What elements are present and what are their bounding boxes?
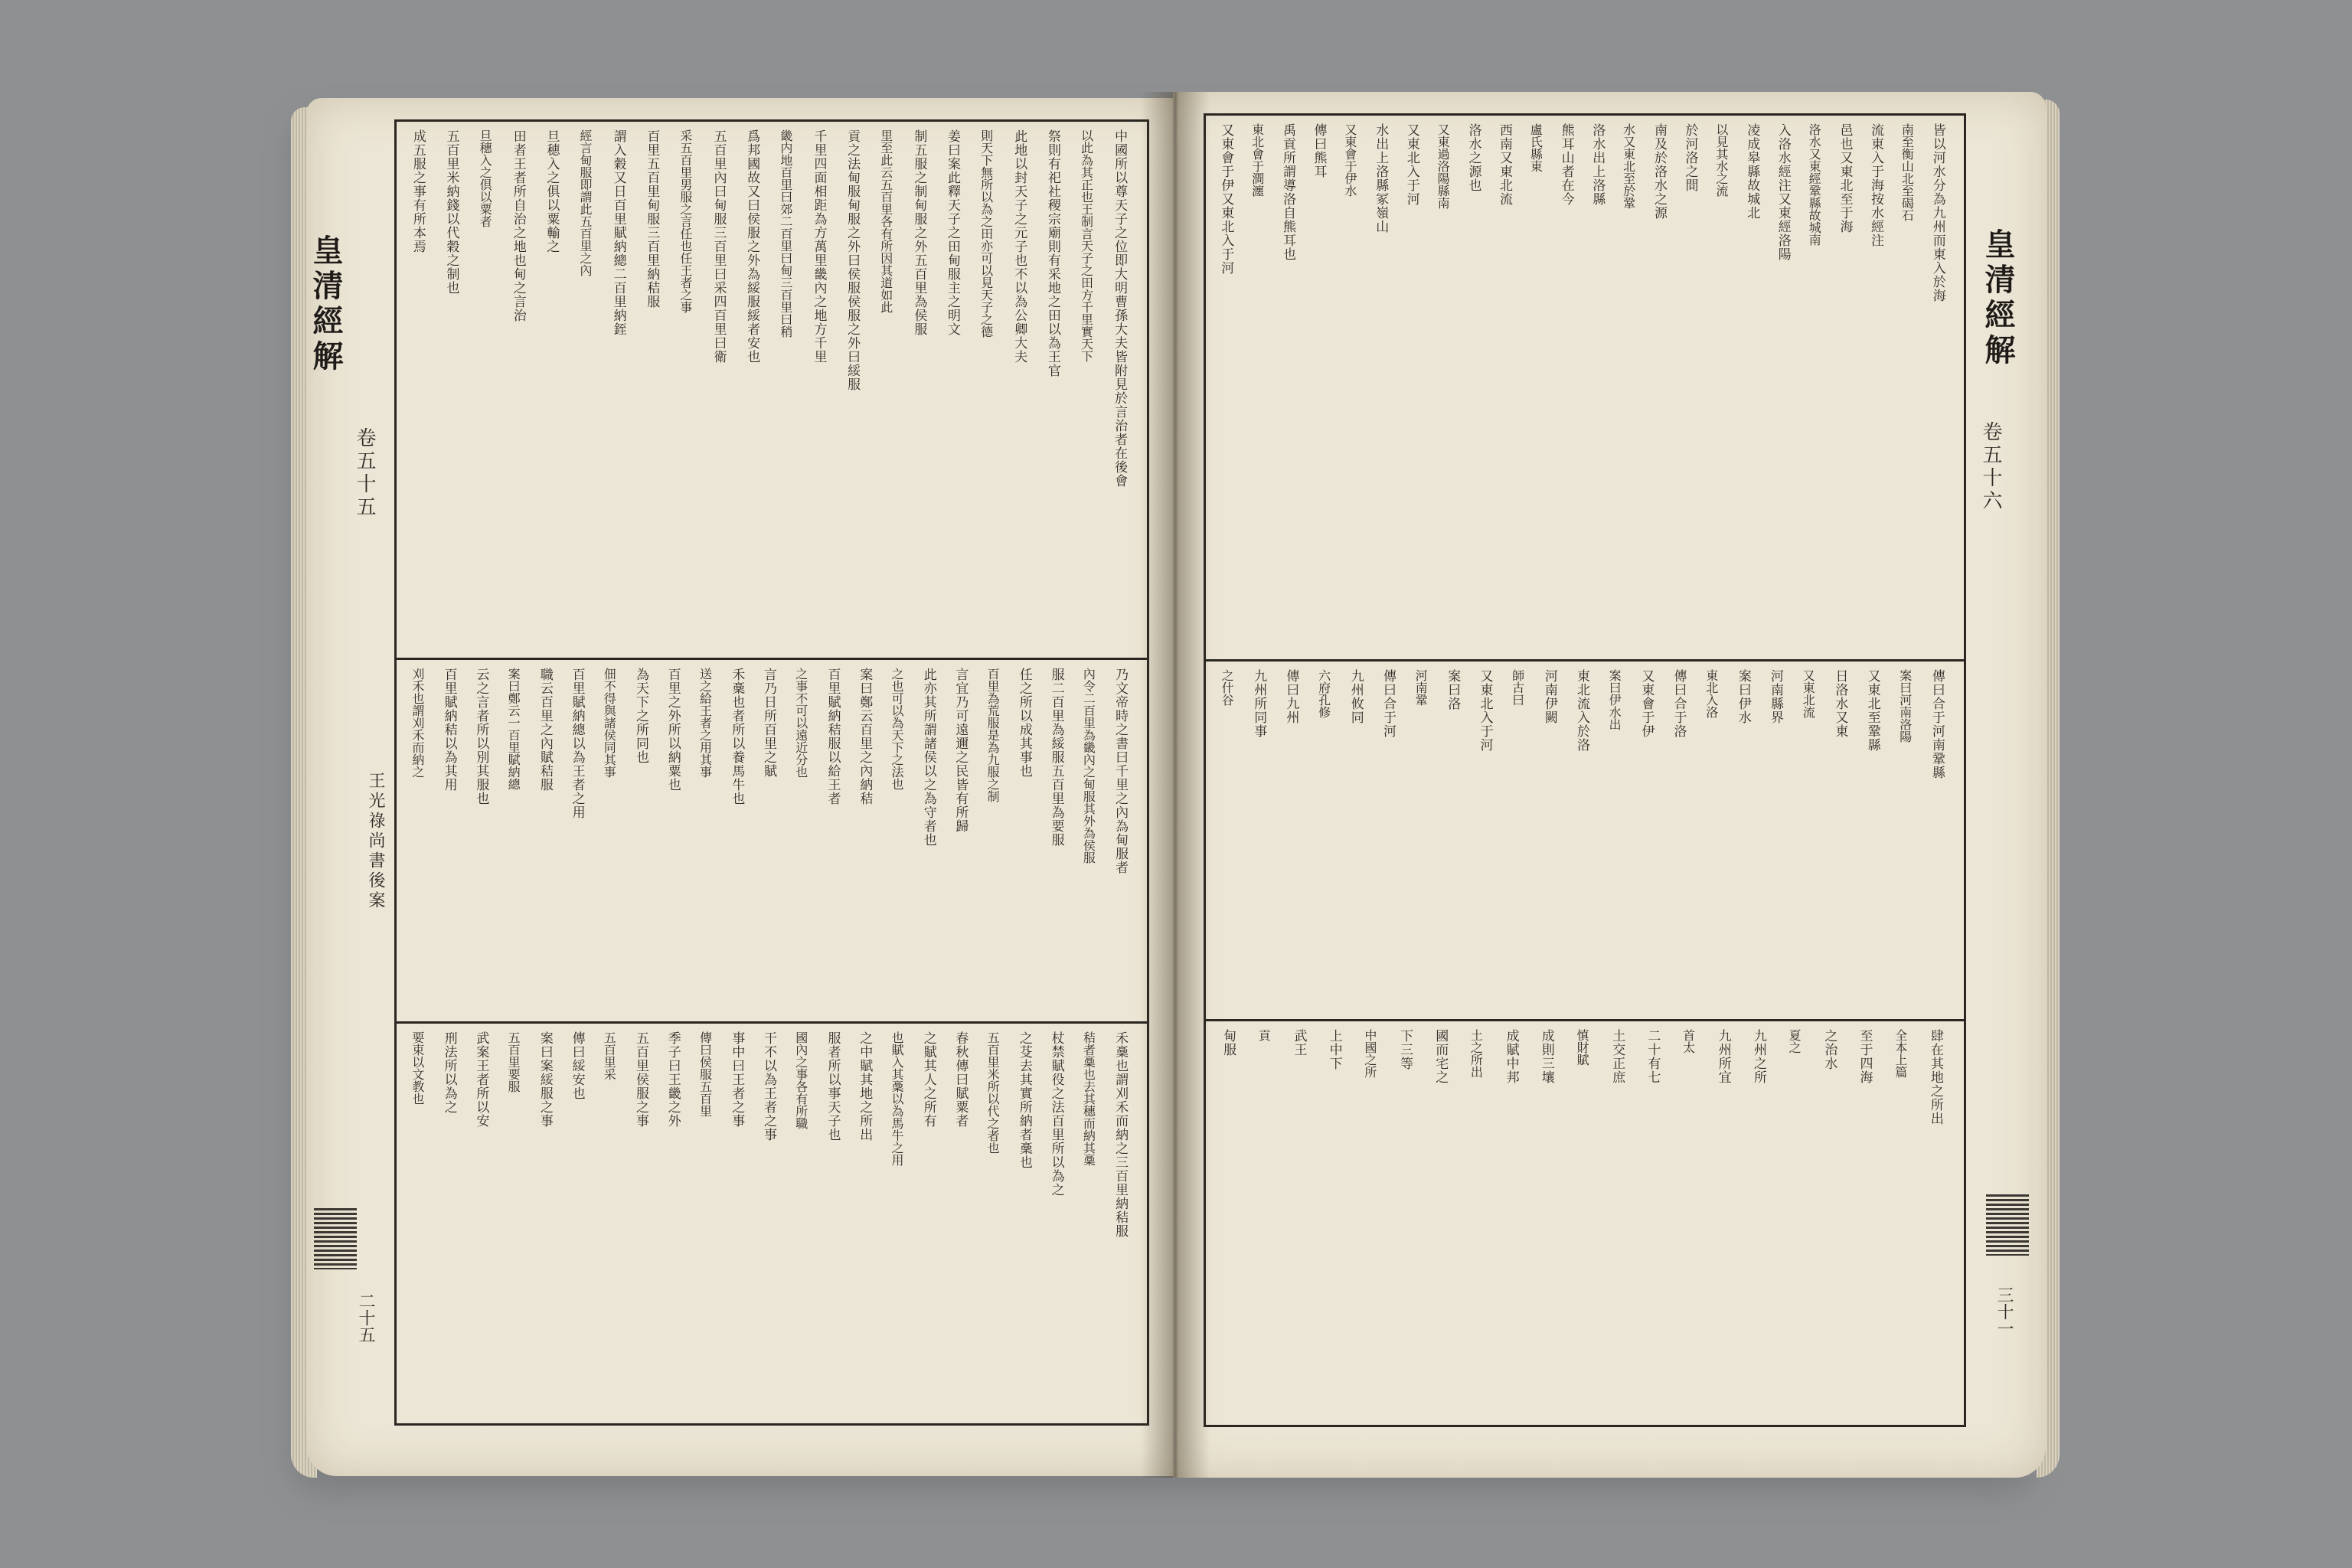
text-column: 首太 — [1681, 1029, 1696, 1054]
text-column: 九州攸同 — [1348, 669, 1364, 724]
right-page-number: 三十一 — [1994, 1286, 2014, 1337]
text-column: 河南鞏 — [1413, 669, 1429, 706]
text-column: 五百里米所以代之者也 — [985, 1031, 1001, 1154]
text-column: 春秋傳曰賦粟者 — [952, 1031, 969, 1128]
text-column: 案曰鄭云一百里賦納總 — [506, 668, 521, 790]
text-column: 此地以封天子之元子也不以為公卿大夫 — [1011, 129, 1027, 364]
text-column: 慎財賦 — [1575, 1029, 1589, 1066]
text-column: 邑也又東北至于海 — [1837, 123, 1853, 234]
text-column: 姜曰案此釋天子之田甸服主之明文 — [945, 129, 960, 336]
text-column: 中國之所 — [1362, 1029, 1377, 1078]
text-column: 以見其水之流 — [1713, 123, 1729, 197]
text-column: 禾稾也者所以養馬牛也 — [729, 668, 745, 805]
text-column: 秸者稾也去其穗而納其稾 — [1081, 1031, 1096, 1166]
text-column: 之賦其人之所有 — [920, 1031, 936, 1128]
text-column: 杖禁賦役之法百里所以為之 — [1048, 1031, 1064, 1197]
text-column: 五百里米納錢以代穀之制也 — [443, 129, 459, 295]
right-middle-register — [1206, 662, 1964, 1019]
text-column: 全本上篇 — [1893, 1029, 1908, 1078]
text-column: 土交正庶 — [1609, 1029, 1625, 1084]
text-column: 采五百里男服之言任也任王者之事 — [678, 129, 693, 313]
text-column: 千里四面相距為方萬里畿內之地方千里 — [811, 129, 827, 364]
text-column: 任之所以成其事也 — [1016, 668, 1032, 778]
text-column: 河南縣界 — [1768, 669, 1784, 724]
left-page-number: 二十五 — [356, 1292, 375, 1343]
text-column: 佃不得與諸侯同其事 — [602, 668, 617, 778]
text-column: 服二百里為綏服五百里為要服 — [1048, 668, 1064, 847]
text-column: 之事不可以遠近分也 — [793, 668, 808, 778]
text-column: 洛水出上洛縣 — [1589, 123, 1606, 206]
text-column: 內令二百里為畿內之甸服其外為侯服 — [1081, 668, 1096, 864]
text-column: 季子曰王畿之外 — [665, 1031, 681, 1128]
text-column: 傳曰合于河 — [1380, 669, 1396, 738]
text-column: 案曰案綏服之事 — [537, 1031, 553, 1128]
text-column: 下三等 — [1397, 1029, 1413, 1070]
text-column: 成賦中邦 — [1503, 1029, 1519, 1084]
text-column: 師古曰 — [1510, 669, 1525, 706]
text-column: 東北會于澗瀍 — [1250, 123, 1265, 197]
right-running-title: 皇清經解 — [1980, 228, 2016, 369]
text-column: 又東會于伊 — [1638, 669, 1655, 738]
text-column: 百里五百里甸服三百里納秸服 — [644, 129, 660, 309]
text-column: 又東北流 — [1801, 669, 1816, 718]
text-column: 要束以文教也 — [410, 1031, 425, 1105]
text-column: 水又東北至於鞏 — [1621, 123, 1636, 209]
text-column: 西南又東北流 — [1496, 123, 1512, 206]
text-column: 之治水 — [1821, 1029, 1838, 1070]
text-column: 也賦入其稾以為馬牛之用 — [889, 1031, 904, 1166]
text-column: 百里之外所以納粟也 — [665, 668, 681, 792]
text-column: 百里賦納秸以為其用 — [441, 668, 457, 792]
text-column: 又東北入于河 — [1403, 123, 1419, 206]
left-running-title: 皇清經解 — [308, 234, 344, 375]
text-column: 案曰鄭云百里之內納秸 — [857, 668, 873, 805]
text-column: 夏之 — [1787, 1029, 1802, 1054]
text-column: 禹貢所謂導洛自熊耳也 — [1280, 123, 1296, 261]
text-column: 此亦其所謂諸侯以之為守者也 — [920, 668, 936, 847]
text-column: 案曰伊水出 — [1607, 669, 1622, 730]
text-column: 祭則有祀社稷宗廟則有采地之田以為王官 — [1044, 129, 1060, 377]
text-column: 經言甸服即謂此五百里之內 — [578, 129, 593, 276]
text-column: 東北入洛 — [1704, 669, 1719, 718]
right-fish-tail-ornament — [1986, 1194, 2029, 1256]
text-column: 六府孔修 — [1316, 669, 1331, 718]
text-column: 洛水之源也 — [1465, 123, 1481, 192]
left-volume-label: 卷五十五 — [353, 427, 376, 519]
text-column: 言乃日所百里之賦 — [761, 668, 776, 778]
text-column: 九州所同事 — [1251, 669, 1267, 738]
text-column: 國內之事各有所職 — [793, 1031, 808, 1129]
text-column: 之也可以為天下之法也 — [889, 668, 904, 790]
text-column: 傳曰合于河南鞏縣 — [1929, 669, 1945, 779]
text-column: 云之言者所以別其服也 — [473, 668, 489, 805]
text-column: 傳曰合于洛 — [1671, 669, 1687, 738]
right-upper-register — [1206, 116, 1964, 659]
text-column: 傳曰侯服五百里 — [697, 1031, 713, 1117]
text-column: 河南伊闕 — [1541, 669, 1557, 724]
text-column: 傳曰九州 — [1283, 669, 1299, 724]
right-page-frame — [1204, 113, 1966, 1427]
right-volume-label: 卷五十六 — [1979, 421, 2002, 513]
text-column: 日洛水又東 — [1832, 669, 1848, 738]
left-page-frame — [394, 119, 1149, 1426]
text-column: 皆以河水分為九州而東入於海 — [1929, 123, 1945, 302]
text-column: 之芟去其實所納者稾也 — [1016, 1031, 1032, 1169]
text-column: 為天下之所同也 — [633, 668, 649, 764]
text-column: 水出上洛縣冢嶺山 — [1373, 123, 1389, 234]
text-column: 土之所出 — [1468, 1029, 1484, 1078]
text-column: 五百里侯服之事 — [633, 1031, 649, 1128]
text-column: 禾稾也謂刈禾而納之三百里納秸服 — [1112, 1031, 1129, 1238]
text-column: 南及於洛水之源 — [1651, 123, 1668, 220]
text-column: 案曰河南洛陽 — [1897, 669, 1913, 743]
text-column: 武案王者所以安 — [473, 1031, 489, 1128]
left-upper-register — [397, 122, 1147, 658]
text-column: 甸服 — [1220, 1029, 1236, 1057]
text-column: 九州所宜 — [1715, 1029, 1731, 1084]
text-column: 謂入穀又日百里賦納總二百里納銍 — [610, 129, 626, 336]
text-column: 旦穂入之俱以粟輸之 — [544, 129, 560, 253]
text-column: 流東入于海按水經注 — [1867, 123, 1883, 247]
text-column: 貢之法甸服甸服之外曰侯服侯服之外曰綏服 — [844, 129, 861, 391]
text-column: 田者王者所自治之地也甸之言治 — [510, 129, 526, 322]
text-column: 旦穗入之倶以粟者 — [478, 129, 493, 227]
text-column: 二十有七 — [1645, 1029, 1661, 1084]
text-column: 案曰洛 — [1445, 669, 1461, 710]
text-column: 成五服之事有所本焉 — [410, 129, 426, 253]
text-column: 里至此云五百里各有所因其道如此 — [878, 129, 893, 313]
text-column: 事中曰王者之事 — [729, 1031, 745, 1128]
text-column: 五百里要服 — [506, 1031, 521, 1093]
text-column: 百里為荒服是為九服之制 — [985, 668, 1001, 802]
text-column: 送之給王者之用其事 — [697, 668, 713, 778]
text-column: 盧氏縣東 — [1528, 123, 1544, 172]
text-column: 洛水又東經鞏縣故城南 — [1807, 123, 1822, 246]
text-column: 成則三壤 — [1538, 1029, 1554, 1084]
text-column: 又東會于伊水 — [1342, 123, 1357, 197]
text-column: 東北流入於洛 — [1574, 669, 1589, 752]
text-column: 爲邦國故又曰侯服之外為綏服綏者安也 — [744, 129, 760, 364]
text-column: 服者所以事天子也 — [825, 1031, 841, 1142]
text-column: 案曰伊水 — [1735, 669, 1751, 724]
book-gutter — [1141, 92, 1210, 1478]
text-column: 畿内地百里曰郊二百里曰甸三百里曰稍 — [778, 129, 793, 338]
text-column: 則天下無所以為之田亦可以見天子之德 — [978, 129, 994, 338]
text-column: 傳曰綏安也 — [569, 1031, 585, 1100]
left-imprint: 王光祿尚書後案 — [366, 772, 385, 911]
text-column: 南至衡山北至碣石 — [1900, 123, 1915, 221]
left-fish-tail-ornament — [314, 1208, 357, 1269]
text-column: 肆在其地之所出 — [1927, 1029, 1943, 1125]
text-column: 刑法所以為之 — [441, 1031, 457, 1114]
text-column: 以此為其正也王制言天子之田方千里實天下 — [1079, 129, 1094, 362]
text-column: 上中下 — [1326, 1029, 1342, 1070]
text-column: 乃文帝時之書曰千里之內為甸服者 — [1112, 668, 1129, 874]
text-column: 又東過洛陽縣南 — [1436, 123, 1451, 209]
text-column: 職云百里之內賦秸服 — [537, 668, 553, 792]
text-column: 武王 — [1291, 1029, 1307, 1057]
text-column: 又東會于伊又東北入于河 — [1218, 123, 1234, 275]
text-column: 貢 — [1256, 1029, 1272, 1041]
text-column: 又東北入于河 — [1477, 669, 1493, 752]
left-middle-register — [397, 660, 1147, 1021]
text-column: 熊耳山者在今 — [1558, 123, 1574, 206]
text-column: 五百里采 — [602, 1031, 617, 1080]
right-lower-register — [1206, 1021, 1964, 1425]
text-column: 入洛水經注又東經洛陽 — [1775, 123, 1791, 261]
text-column: 五百里內曰甸服三百里曰采四百里曰衛 — [710, 129, 727, 364]
text-column: 凌成皋縣故城北 — [1744, 123, 1760, 220]
text-column: 國而宅之 — [1432, 1029, 1449, 1084]
text-column: 之中賦其地之所出 — [857, 1031, 873, 1142]
left-page — [306, 98, 1179, 1476]
text-column: 百里賦納總以為王者之用 — [569, 668, 585, 819]
text-column: 刈禾也謂刈禾而納之 — [410, 668, 425, 778]
text-column: 至于四海 — [1857, 1029, 1873, 1084]
right-page — [1173, 92, 2046, 1478]
text-column: 制五服之制甸服之外五百里為侯服 — [911, 129, 927, 336]
text-column: 百里賦納秸服以給王者 — [825, 668, 841, 805]
text-column: 九州之所 — [1750, 1029, 1766, 1084]
text-column: 又東北至鞏縣 — [1864, 669, 1880, 752]
text-column: 傳曰熊耳 — [1311, 123, 1327, 178]
text-column: 中國所以尊天子之位即大明曹孫大夫皆附見於言治者在後會 — [1112, 129, 1128, 488]
left-lower-register — [397, 1024, 1147, 1423]
text-column: 干不以為王者之事 — [761, 1031, 776, 1142]
text-column: 言宜乃可遠邇之民皆有所歸 — [952, 668, 969, 833]
text-column: 之什谷 — [1220, 669, 1235, 706]
text-column: 於河洛之間 — [1682, 123, 1698, 192]
